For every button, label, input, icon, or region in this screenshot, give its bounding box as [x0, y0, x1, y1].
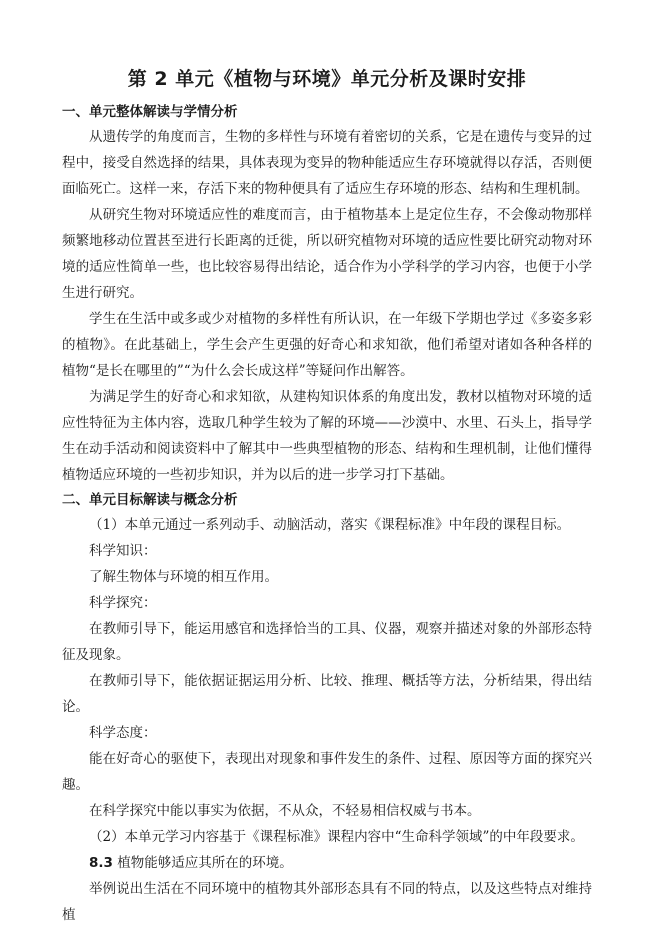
attitude-text-2: 在科学探究中能以事实为依据，不从众，不轻易相信权威与书本。 — [89, 803, 481, 819]
section-heading-1: 一、单元整体解读与学情分析 — [62, 104, 238, 120]
knowledge-text: 了解生物体与环境的相互作用。 — [89, 569, 278, 585]
inquiry-text-1: 在教师引导下，能运用感官和选择恰当的工具、仪器，观察并描述对象的外部形态特征及现象。 — [62, 621, 592, 663]
standard-text: 植物能够适应其所在的环境。 — [117, 855, 293, 871]
section-heading-2: 二、单元目标解读与概念分析 — [62, 492, 238, 508]
paragraph: 从遗传学的角度而言，生物的多样性与环境有着密切的关系，它是在遗传与变异的过程中，接受自然选择的结果，具体表现为变异的物种能适应生存环境就得以存活，否则便面临死亡。这样一来，存活下来的物种便具有了适应生存环境的形态、结构和生理机制。 — [62, 129, 592, 197]
inquiry-label: 科学探究： — [89, 595, 157, 611]
goal-item-2: （2）本单元学习内容基于《课程标准》课程内容中“生命科学领域”的中年段要求。 — [89, 829, 584, 845]
attitude-text-1: 能在好奇心的驱使下，表现出对现象和事件发生的条件、过程、原因等方面的探究兴趣。 — [62, 751, 592, 793]
example-text: 举例说出生活在不同环境中的植物其外部形态具有不同的特点，以及这些特点对维持植 — [62, 881, 592, 923]
standard-number: 8.3 — [89, 855, 113, 871]
inquiry-text-2: 在教师引导下，能依据证据运用分析、比较、推理、概括等方法，分析结果，得出结论。 — [62, 673, 592, 715]
standard-line — [62, 850, 592, 876]
paragraph: 为满足学生的好奇心和求知欲，从建构知识体系的角度出发，教材以植物对环境的适应性特征为主体内容，选取几种学生较为了解的环境——沙漠中、水里、石头上，指导学生在动手活动和阅读资料中了解其中一些典型植物的形态、结构和生理机制，让他们懂得植物适应环境的一些初步知识，并为以后的进一步学习打下基础。 — [62, 389, 592, 483]
attitude-label: 科学态度： — [89, 725, 157, 741]
goal-item-1: （1）本单元通过一系列动手、动脑活动，落实《课程标准》中年段的课程目标。 — [89, 517, 571, 533]
paragraph: 学生在生活中或多或少对植物的多样性有所认识，在一年级下学期也学过《多姿多彩的植物》。在此基础上，学生会产生更强的好奇心和求知欲，他们希望对诸如各种各样的植物“是长在哪里的”“为什么会长成这样”等疑问作出解答。 — [62, 311, 592, 379]
document-title: 第 2 单元《植物与环境》单元分析及课时安排 — [127, 68, 527, 90]
knowledge-label: 科学知识： — [89, 543, 157, 559]
paragraph: 从研究生物对环境适应性的难度而言，由于植物基本上是定位生存，不会像动物那样频繁地移动位置甚至进行长距离的迁徙，所以研究植物对环境的适应性要比研究动物对环境的适应性简单一些，也比较容易得出结论，适合作为小学科学的学习内容，也便于小学生进行研究。 — [62, 207, 592, 301]
document-page — [62, 62, 592, 928]
